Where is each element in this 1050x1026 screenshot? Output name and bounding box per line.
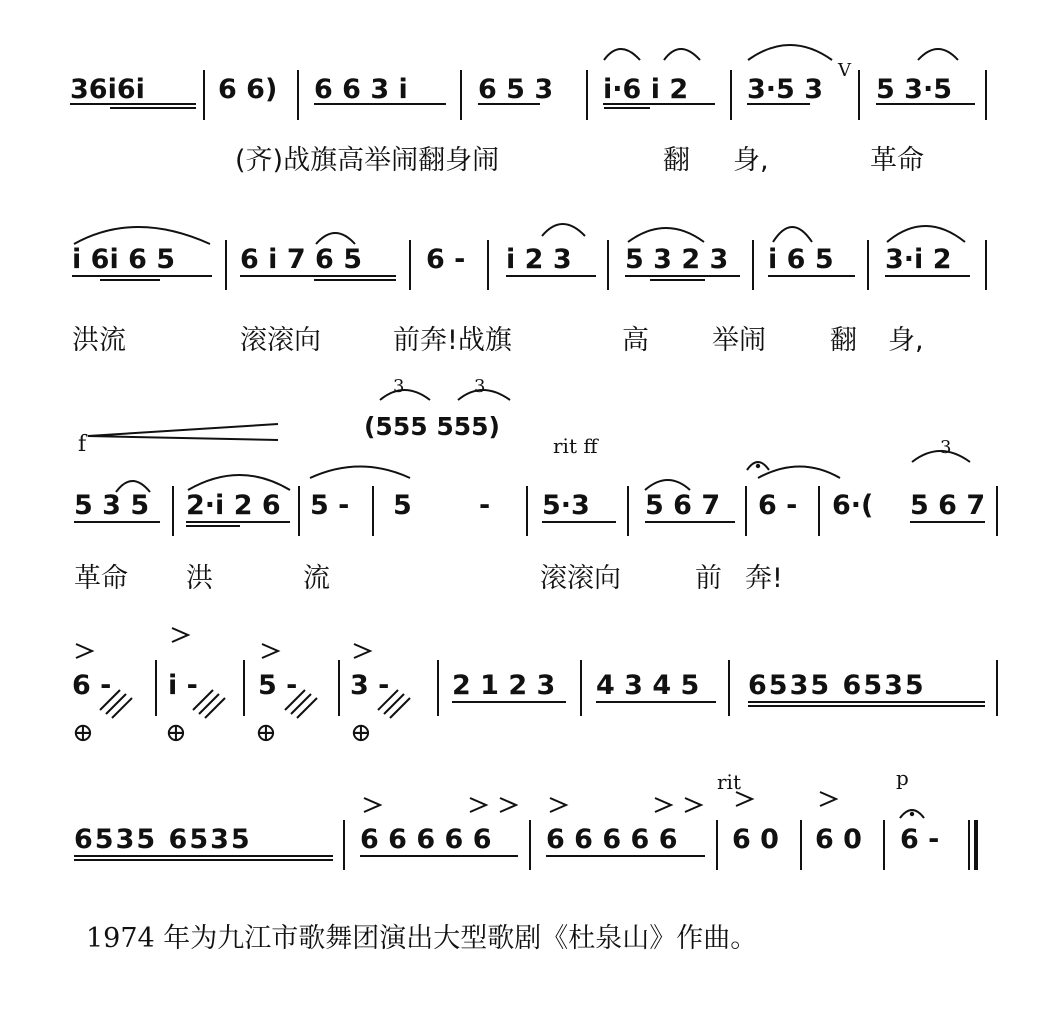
- notes-measure: 4 3 4 5: [596, 670, 700, 701]
- barline: [728, 660, 730, 716]
- barline: [716, 820, 718, 870]
- lyric-text: 洪: [186, 563, 213, 594]
- notes-measure: 6 6 3 i: [314, 74, 408, 105]
- barline: [487, 240, 489, 290]
- dynamic-p: p: [896, 766, 909, 790]
- notes-measure: 6535 6535: [74, 824, 252, 855]
- notes-measure: 6535 6535: [748, 670, 926, 701]
- staff-line-4: [0, 658, 1050, 728]
- barline: [627, 486, 629, 536]
- notes-measure: 6 -: [72, 670, 112, 701]
- barline: [297, 70, 299, 120]
- notes-measure: 5 -: [310, 490, 350, 521]
- lyrics-line-2: [0, 318, 1050, 358]
- notes-measure: 36i6i: [70, 74, 145, 105]
- notes-measure: 6·(: [832, 490, 874, 521]
- staff-line-5: [0, 812, 1050, 882]
- notes-measure: 6 6 6 6 6: [360, 824, 492, 855]
- notes-measure: 5·3: [542, 490, 590, 521]
- lyrics-line-3: [0, 556, 1050, 596]
- barline: [172, 486, 174, 536]
- barline: [858, 70, 860, 120]
- lyric-text: 前奔!战旗: [393, 325, 512, 356]
- notes-measure: 6 0: [815, 824, 862, 855]
- barline: [985, 70, 987, 120]
- barline: [752, 240, 754, 290]
- notes-measure: 5 3 2 3: [625, 244, 729, 275]
- final-barline-thin: [968, 820, 970, 870]
- lyric-text: 奔!: [745, 563, 783, 594]
- lyric-text: 前: [695, 563, 722, 594]
- notes-measure: 2 1 2 3: [452, 670, 556, 701]
- lyric-text: 翻: [830, 325, 857, 356]
- notes-measure: 5: [393, 490, 412, 521]
- notes-measure: 6 -: [758, 490, 798, 521]
- cymbal-symbol: ⊕: [165, 718, 187, 748]
- barline: [298, 486, 300, 536]
- cymbal-symbol: ⊕: [350, 718, 372, 748]
- lyric-text: 举闹: [712, 325, 766, 356]
- barline: [460, 70, 462, 120]
- barline: [529, 820, 531, 870]
- notes-measure: 6 6): [218, 74, 278, 105]
- barline: [243, 660, 245, 716]
- tuplet-3: 3: [940, 437, 952, 458]
- lyric-text: 翻: [663, 145, 690, 176]
- lyric-text: 革命: [870, 145, 924, 176]
- staff-line-3: [0, 478, 1050, 548]
- notes-measure: 6 -: [426, 244, 466, 275]
- barline: [372, 486, 374, 536]
- barline: [607, 240, 609, 290]
- final-barline-thick: [974, 820, 978, 870]
- notes-measure: i 2 3: [506, 244, 572, 275]
- notes-measure: i·6 i 2: [603, 74, 689, 105]
- rit-ff-mark: rit ff: [553, 434, 598, 458]
- tuplet-3: 3: [393, 376, 405, 397]
- barline: [586, 70, 588, 120]
- footer-note: 1974 年为九江市歌舞团演出大型歌剧《杜泉山》作曲。: [86, 923, 758, 954]
- notes-measure: 6 0: [732, 824, 779, 855]
- barline: [867, 240, 869, 290]
- notes-measure: 5 -: [258, 670, 298, 701]
- lyric-text: (齐)战旗高举闹翻身闹: [235, 145, 500, 176]
- tuplet-3: 3: [474, 376, 486, 397]
- barline: [745, 486, 747, 536]
- barline: [437, 660, 439, 716]
- rit-mark: rit: [717, 770, 741, 794]
- barline: [580, 660, 582, 716]
- notes-measure: 5 6 7: [910, 490, 986, 521]
- breath-mark: V: [838, 60, 851, 81]
- barline: [730, 70, 732, 120]
- barline: [343, 820, 345, 870]
- notes-measure: 5 6 7: [645, 490, 721, 521]
- notes-measure: 2·i 2 6: [186, 490, 281, 521]
- barline: [996, 486, 998, 536]
- lyric-text: 流: [303, 563, 330, 594]
- barline: [409, 240, 411, 290]
- staff-line-2: [0, 232, 1050, 302]
- tuplet-notes: (555 555): [364, 412, 500, 441]
- barline: [800, 820, 802, 870]
- lyrics-line-1: [0, 138, 1050, 178]
- lyric-text: 身,: [733, 145, 769, 176]
- notes-measure: 6 i 7 6 5: [240, 244, 363, 275]
- notes-measure: 6 5 3: [478, 74, 554, 105]
- lyric-text: 洪流: [72, 325, 126, 356]
- barline: [818, 486, 820, 536]
- notes-measure: 5 3·5: [876, 74, 953, 105]
- notes-measure: -: [479, 490, 491, 521]
- notes-measure: 6 6 6 6 6: [546, 824, 678, 855]
- lyric-text: 滚滚向: [240, 325, 321, 356]
- barline: [883, 820, 885, 870]
- dynamic-f: f: [78, 432, 87, 457]
- lyric-text: 身,: [888, 325, 924, 356]
- barline: [996, 660, 998, 716]
- notes-measure: 5 3 5: [74, 490, 150, 521]
- barline: [225, 240, 227, 290]
- cymbal-symbol: ⊕: [255, 718, 277, 748]
- barline: [203, 70, 205, 120]
- cymbal-symbol: ⊕: [72, 718, 94, 748]
- barline: [338, 660, 340, 716]
- barline: [985, 240, 987, 290]
- lyric-text: 革命: [74, 563, 128, 594]
- notes-measure: i -: [168, 670, 198, 701]
- notes-measure: 3·i 2: [885, 244, 952, 275]
- lyric-text: 高: [622, 325, 649, 356]
- lyric-text: 滚滚向: [540, 563, 621, 594]
- notes-measure: i 6 5: [768, 244, 834, 275]
- barline: [155, 660, 157, 716]
- notes-measure: i 6i 6 5: [72, 244, 176, 275]
- staff-line-1: [0, 62, 1050, 132]
- notes-measure: 3·5 3: [747, 74, 824, 105]
- notes-measure: 6 -: [900, 824, 940, 855]
- notes-measure: 3 -: [350, 670, 390, 701]
- barline: [526, 486, 528, 536]
